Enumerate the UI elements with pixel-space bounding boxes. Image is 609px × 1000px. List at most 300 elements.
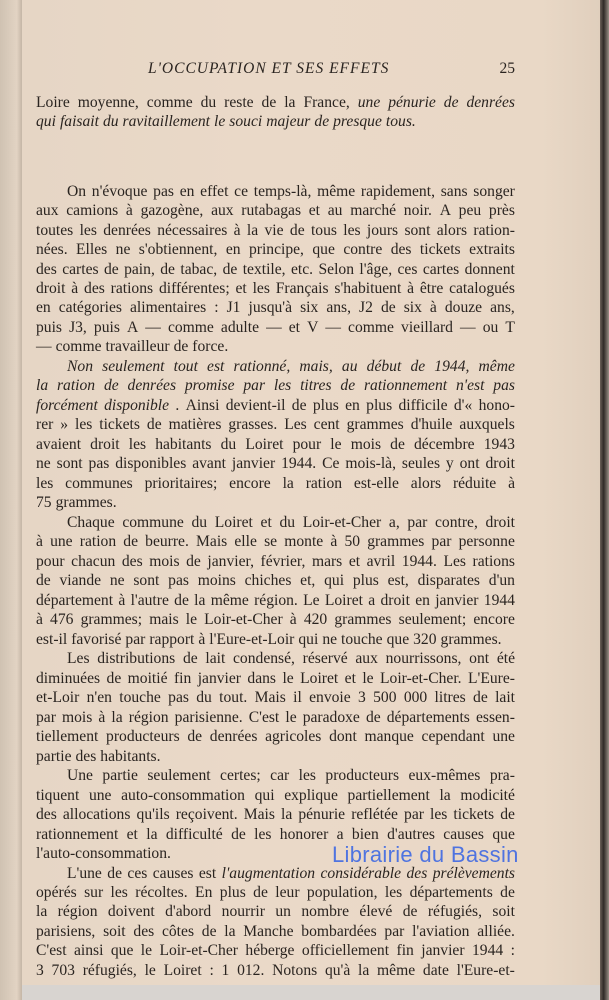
word: On	[67, 183, 87, 200]
word: janvier	[231, 455, 276, 472]
word: touche	[119, 689, 161, 706]
word: plus	[366, 397, 393, 414]
word: textile,	[242, 261, 286, 278]
word: explique	[284, 787, 338, 804]
word: considérable	[320, 865, 402, 882]
word: puis	[93, 319, 120, 336]
word: rutabagas	[241, 202, 302, 219]
text-line	[36, 279, 515, 298]
word: A	[439, 202, 451, 219]
word: n'en	[86, 689, 112, 706]
word: disponible	[104, 397, 170, 414]
word: beurre.	[145, 533, 189, 550]
word: Loiret	[324, 592, 363, 609]
word: pénurie	[388, 94, 436, 111]
word: du	[279, 514, 296, 531]
word: Les	[443, 553, 466, 570]
word: grammes	[346, 416, 404, 433]
word: rapport	[149, 631, 195, 648]
word: personne	[458, 533, 515, 550]
word: été	[496, 650, 515, 667]
word: du	[196, 689, 212, 706]
word: et-Loir	[36, 689, 80, 706]
word: les	[430, 806, 448, 823]
word: Loir-et-Cher	[159, 942, 238, 959]
word: ration	[79, 533, 117, 550]
word: tickets	[99, 416, 140, 433]
word: le	[214, 113, 226, 130]
word: s'habituent	[334, 280, 402, 297]
word: des	[75, 748, 97, 765]
word: de	[253, 884, 268, 901]
word: la	[246, 222, 259, 239]
word: est	[198, 865, 217, 882]
word: de	[231, 826, 246, 843]
word: de	[500, 884, 515, 901]
word: le	[140, 942, 153, 959]
word: réfugiés,	[82, 962, 137, 979]
word: forcément	[36, 397, 98, 414]
text-line	[36, 688, 515, 707]
word: sans	[440, 183, 468, 200]
text-line	[36, 786, 515, 805]
word: en	[345, 397, 360, 414]
word: jours	[366, 222, 399, 239]
word: rationnement	[36, 826, 119, 843]
word: du	[200, 94, 217, 111]
word: les	[384, 884, 403, 901]
word: de	[107, 865, 122, 882]
word: 703	[51, 962, 75, 979]
word: des	[121, 553, 143, 570]
word: et	[344, 670, 356, 687]
word: réduite	[452, 475, 497, 492]
word: droit	[36, 280, 66, 297]
word: denrées	[103, 222, 151, 239]
word: la	[281, 806, 293, 823]
word: Loir-et-Cher	[302, 514, 382, 531]
word: encore	[473, 611, 515, 628]
word: des	[133, 923, 155, 940]
word: ou	[482, 319, 499, 336]
word: tout.	[219, 689, 248, 706]
word: parisiens,	[36, 923, 96, 940]
word: extraits	[469, 241, 515, 258]
word: Selon	[318, 261, 354, 278]
word: difficulté	[165, 826, 223, 843]
book-binding-edge	[600, 0, 609, 1000]
word: dont	[329, 728, 357, 745]
word: l'Eure-et-	[456, 962, 515, 979]
word: mais,	[299, 358, 333, 375]
text-line	[36, 941, 515, 960]
word: 320	[413, 631, 437, 648]
word: pas	[153, 183, 174, 200]
word: au	[327, 202, 343, 219]
word: officiellement	[301, 942, 390, 959]
word: de	[291, 397, 307, 414]
word: ainsi	[73, 942, 104, 959]
word: monte	[284, 533, 324, 550]
text-line	[36, 552, 515, 571]
word: droit	[485, 514, 515, 531]
word: tiquent	[36, 787, 80, 804]
word: les	[254, 826, 272, 843]
word: 500	[373, 689, 397, 706]
word: ces	[127, 865, 148, 882]
word: distributions	[97, 650, 176, 667]
word: Les	[67, 650, 90, 667]
word: de	[106, 670, 122, 687]
word: d'un	[488, 572, 515, 589]
text-line	[67, 766, 515, 785]
word: plus	[352, 572, 379, 589]
word: leur	[275, 884, 300, 901]
word: à	[508, 475, 515, 492]
word: Notons	[272, 962, 318, 979]
word: fin	[173, 670, 192, 687]
word: Loiret	[300, 670, 339, 687]
word: héberge	[245, 942, 295, 959]
word: de	[289, 222, 305, 239]
word: une	[88, 787, 112, 804]
text-line	[36, 961, 515, 980]
word: de	[402, 903, 418, 920]
word: vie	[264, 222, 284, 239]
word: droit	[90, 436, 120, 453]
word: a	[368, 592, 376, 609]
text-line	[36, 474, 515, 493]
word: y	[445, 455, 454, 472]
word: 476	[50, 611, 74, 628]
word: pour	[292, 436, 322, 453]
word: tous.	[385, 113, 416, 130]
word: à	[36, 611, 43, 628]
word: Ce	[322, 455, 340, 472]
word: pas	[493, 377, 515, 394]
word: l'auto-consommation.	[36, 845, 171, 862]
word: de	[103, 377, 119, 394]
word: région	[128, 709, 169, 726]
word: catégories	[58, 299, 122, 316]
word: sont	[133, 572, 160, 589]
word: promise	[184, 377, 235, 394]
word: le	[282, 670, 294, 687]
word: doivent	[107, 903, 155, 920]
word: Français	[275, 280, 329, 297]
word: partiellement	[347, 787, 430, 804]
word: producteurs	[106, 728, 180, 745]
word: de	[182, 650, 198, 667]
word: la	[439, 787, 451, 804]
word: 1943	[483, 436, 515, 453]
word: difficile	[398, 397, 448, 414]
word: en	[415, 592, 430, 609]
word: n'est	[455, 377, 485, 394]
word: honorer	[279, 826, 329, 843]
word: mois	[149, 553, 180, 570]
word: début	[366, 358, 402, 375]
word: et,	[300, 572, 316, 589]
text-line	[36, 591, 515, 610]
word: A	[126, 319, 139, 336]
word: rapidement,	[360, 183, 435, 200]
word: 000	[403, 689, 428, 706]
word: février,	[260, 553, 306, 570]
word: prélèvements	[432, 865, 515, 882]
word: est-elle	[353, 475, 399, 492]
word: car	[270, 767, 290, 784]
word: grammes	[334, 611, 392, 628]
word: 3	[36, 962, 44, 979]
word: du	[191, 514, 208, 531]
word: par	[407, 514, 428, 531]
word: est,	[387, 572, 409, 589]
word: six	[300, 299, 319, 316]
word: cartes	[422, 261, 460, 278]
word: la	[36, 377, 49, 394]
word: l'autre	[130, 592, 169, 609]
word: V	[307, 319, 319, 336]
text-line	[67, 357, 515, 376]
word: à	[233, 222, 241, 239]
word: de	[174, 592, 189, 609]
word: des	[36, 806, 57, 823]
word: reçoivent.	[175, 806, 238, 823]
word: parisienne.	[174, 709, 243, 726]
word: Une	[67, 767, 93, 784]
page-number: 25	[499, 60, 515, 77]
word: jusqu'à	[248, 299, 293, 316]
word: rations	[472, 553, 515, 570]
word: de	[173, 338, 189, 355]
word: ans,	[326, 299, 351, 316]
word: denrées	[466, 94, 515, 111]
adjacent-page-edge	[0, 0, 24, 1000]
word: lait	[495, 689, 515, 706]
word: sur	[84, 884, 104, 901]
word: 1	[221, 962, 230, 979]
word: seulement;	[398, 611, 467, 628]
word: favorisé	[71, 631, 122, 648]
word: qui	[36, 113, 56, 130]
word: réfugiés,	[427, 903, 482, 920]
word: etc.	[290, 261, 314, 278]
word: majeur	[266, 113, 311, 130]
word: cependant	[421, 728, 485, 745]
text-line	[36, 532, 515, 551]
word: mais	[149, 611, 179, 628]
word: le	[362, 670, 374, 687]
word: 1944	[471, 942, 504, 959]
word: à	[407, 280, 415, 297]
word: auxquels	[459, 416, 515, 433]
word: lait	[205, 650, 226, 667]
word: force.	[192, 338, 229, 355]
word: 50	[344, 533, 361, 550]
word: chiches	[244, 572, 292, 589]
word: et	[126, 826, 138, 843]
word: C'est	[248, 709, 280, 726]
word: mois	[350, 436, 382, 453]
word: une	[50, 533, 73, 550]
word: ravitaillement	[122, 113, 211, 130]
word: l'âge,	[359, 261, 393, 278]
word: eux-mêmes	[408, 767, 481, 784]
word: cent	[313, 416, 340, 433]
word: à	[71, 280, 79, 297]
word: Ainsi	[185, 397, 220, 414]
word: Le	[303, 592, 320, 609]
word: que	[312, 241, 335, 258]
word: litres	[434, 689, 466, 706]
word: certes;	[220, 767, 261, 784]
word: ration	[305, 475, 343, 492]
word: adulte	[220, 319, 260, 336]
word: de	[340, 377, 356, 394]
word: sont	[404, 222, 431, 239]
text-line	[36, 201, 515, 220]
word: le	[185, 611, 198, 628]
word: les	[273, 377, 292, 394]
word: pas	[168, 689, 189, 706]
text-line	[36, 221, 515, 240]
word: la	[282, 475, 294, 492]
word: une	[357, 94, 381, 111]
word: :	[510, 942, 515, 959]
word: —	[145, 319, 161, 336]
word: par	[404, 806, 424, 823]
word: avril	[366, 553, 396, 570]
word: pain,	[124, 261, 155, 278]
word: a	[336, 826, 344, 843]
word: 75	[36, 494, 52, 511]
word: communes	[65, 475, 133, 492]
word: principe,	[248, 241, 304, 258]
word: du	[102, 113, 119, 130]
word: la	[111, 709, 123, 726]
word: à	[36, 533, 43, 550]
text-line	[36, 435, 515, 454]
word: ont	[459, 455, 480, 472]
word: des	[84, 280, 105, 297]
text-line	[36, 922, 515, 941]
text-line	[36, 630, 515, 649]
text-line	[36, 240, 515, 259]
word: janvier	[197, 670, 241, 687]
word: des	[406, 865, 428, 882]
word: C'est	[36, 942, 67, 959]
word: 1944	[483, 592, 515, 609]
word: récoltes.	[135, 884, 188, 901]
word: même	[210, 592, 249, 609]
word: :	[209, 962, 214, 979]
word: de	[146, 416, 162, 433]
text-line	[36, 669, 515, 688]
word: habitants.	[100, 748, 161, 765]
word: seulement	[102, 358, 165, 375]
word: effet	[200, 183, 229, 200]
word: seulement	[147, 767, 211, 784]
word: tiellement	[36, 728, 99, 745]
text-line	[36, 396, 515, 415]
text-line	[67, 649, 515, 668]
word: commune	[122, 514, 184, 531]
word: la	[224, 923, 236, 940]
word: comme	[55, 338, 102, 355]
word: grammes.	[55, 494, 117, 511]
page-bottom-margin	[22, 985, 600, 1000]
word: Les	[284, 416, 307, 433]
word: .	[175, 397, 180, 414]
word: rationnement	[363, 377, 448, 394]
word: et	[235, 280, 247, 297]
word: de	[103, 261, 119, 278]
word: pénurie	[298, 806, 346, 823]
word: de	[201, 923, 217, 940]
word: faisait	[59, 113, 99, 130]
word: de	[410, 358, 426, 375]
word: qui	[324, 572, 345, 589]
text-line	[36, 805, 515, 824]
word: par	[243, 377, 266, 394]
word: comme	[146, 94, 193, 111]
word: janvier	[421, 942, 465, 959]
word: mars	[311, 553, 343, 570]
word: le	[330, 436, 342, 453]
word: de	[222, 261, 238, 278]
word: travailleur	[105, 338, 170, 355]
word: les	[110, 884, 128, 901]
word: côtes	[161, 923, 195, 940]
word: les	[128, 436, 147, 453]
word: qu'ils	[136, 806, 170, 823]
text-line	[36, 610, 515, 629]
word: en	[179, 183, 195, 200]
word: moyenne,	[77, 94, 139, 111]
word: date	[422, 962, 449, 979]
word: s'obtiennent,	[138, 241, 218, 258]
word: en	[225, 241, 241, 258]
word: comme	[348, 319, 394, 336]
word: avant	[192, 455, 226, 472]
text-line	[36, 298, 515, 317]
word: J1	[226, 299, 241, 316]
word: Mais	[196, 533, 228, 550]
word: plus	[312, 397, 339, 414]
word: nourrissons,	[385, 650, 462, 667]
word: six	[403, 299, 422, 316]
text-line	[36, 883, 515, 902]
word: à	[330, 533, 338, 550]
word: ration-	[473, 222, 515, 239]
word: de	[473, 689, 488, 706]
text-line	[67, 513, 515, 532]
word: les	[252, 280, 270, 297]
word: alors	[410, 475, 442, 492]
word: nées.	[36, 241, 68, 258]
word: tout	[173, 358, 198, 375]
word: dans	[247, 670, 277, 687]
word: ne	[115, 241, 131, 258]
word: décembre	[413, 436, 475, 453]
word: alliée.	[477, 923, 515, 940]
word: Elles	[76, 241, 108, 258]
word: contre,	[435, 514, 478, 531]
word: rer	[36, 416, 54, 433]
word: soit	[492, 903, 515, 920]
word: —	[266, 319, 282, 336]
